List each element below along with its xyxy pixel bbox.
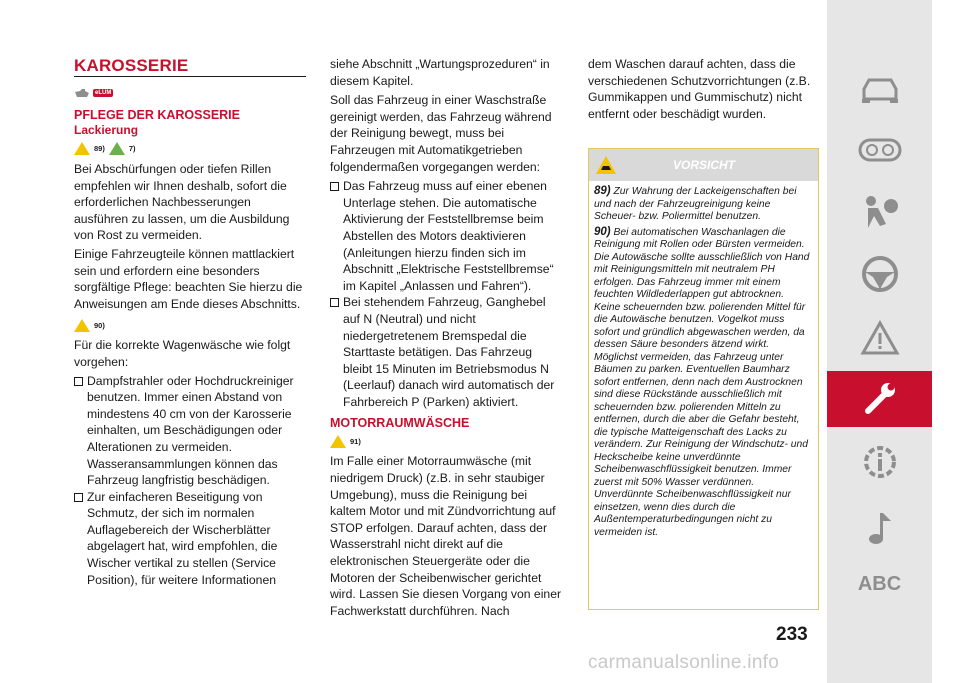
list-item bbox=[330, 178, 564, 294]
abc-index-icon[interactable] bbox=[827, 562, 932, 606]
warning-ref: 89) bbox=[94, 143, 105, 153]
note-number: 90) bbox=[594, 225, 611, 238]
environment-ref: 7) bbox=[128, 143, 136, 153]
elum-row bbox=[74, 84, 306, 102]
oil-can-icon bbox=[74, 87, 90, 99]
warning-ref: 91) bbox=[350, 436, 361, 446]
list-item-text: Bei stehendem Fahrzeug, Ganghebel auf N (Neutral) und nicht niedergetretenem Bremspedal die Starttaste betätigen. Das Fahrzeug bleibt 15 Minuten im Betriebsmodus N (Leerlauf) danach wird automatisch der Fahrbereich P (Parken) aktiviert. bbox=[343, 295, 555, 409]
caution-note-89 bbox=[594, 185, 813, 224]
abc-label: ABC bbox=[857, 572, 902, 595]
paragraph: siehe Abschnitt „Wartungsprozeduren“ in diesem Kapitel. bbox=[330, 57, 550, 88]
column-1 bbox=[74, 84, 306, 588]
column-2 bbox=[330, 56, 564, 619]
list-item-text: Zur einfacheren Beseitigung von Schmutz, der sich im normalen Auflagebereich der Wischerblätter abgelagert hat, wird empfohlen, die Wischer vertikal zu stellen (Service Position), für weitere Informationen bbox=[87, 489, 278, 587]
list-item bbox=[74, 489, 306, 589]
warning-refs-row bbox=[74, 138, 306, 158]
subsubsection-title: Lackierung bbox=[74, 123, 139, 137]
section-divider bbox=[74, 76, 306, 77]
music-note-icon[interactable] bbox=[827, 506, 932, 550]
caution-notes bbox=[589, 181, 818, 539]
list-item bbox=[330, 294, 564, 410]
environment-triangle-icon bbox=[109, 142, 125, 155]
caution-car-triangle-icon bbox=[595, 155, 617, 175]
list-item bbox=[74, 373, 306, 489]
caution-title: VORSICHT bbox=[673, 158, 736, 172]
steering-wheel-icon[interactable] bbox=[827, 252, 932, 296]
bullet-box-icon bbox=[74, 493, 83, 502]
airbag-person-icon[interactable] bbox=[827, 190, 932, 234]
warning-triangle-icon[interactable] bbox=[827, 316, 932, 360]
warning-triangle-icon bbox=[330, 435, 346, 448]
list-item-text: Dampfstrahler oder Hochdruckreiniger benutzen. Immer einen Abstand von mindestens 40 cm von der Karosserie einhalten, um Beschädigungen oder Alterationen zu vermeiden. Wasseransammlungen können das Fahrzeug langfristig beschädigen. bbox=[87, 373, 294, 488]
warning-ref-row bbox=[330, 431, 564, 451]
paragraph: Für die korrekte Wagenwäsche wie folgt vorgehen: bbox=[74, 338, 291, 369]
note-number: 89) bbox=[594, 185, 611, 197]
watermark: carmanualsonline.info bbox=[588, 652, 780, 673]
warning-ref-row bbox=[74, 315, 306, 335]
bullet-box-icon bbox=[330, 182, 339, 191]
page-number: 233 bbox=[776, 624, 808, 645]
paragraph: Im Falle einer Motorraumwäsche (mit niedrigem Druck) (z.B. in sehr staubiger Umgebung), muss die Reinigung bei kaltem Motor und mit Zündvorrichtung auf STOP erfolgen. Darauf achten, dass der Wasserstrahl nicht direkt auf die elektronischen Steuergeräte oder die Motoren der Scheibenwischer gerichtet wird. Lassen Sie diesen Vorgang von einer Fachwerkstatt durchführen. Nach bbox=[330, 454, 562, 618]
list-item-text: Das Fahrzeug muss auf einer ebenen Unterlage stehen. Die automatische Aktivierung der Feststellbremse beim Abstellen des Motors deaktivieren (Anleitungen hierzu finden sich im Abschnitt „Elektrische Feststellbremse“ im Kapitel „Anlassen und Fahren“). bbox=[343, 179, 554, 293]
section-title: KAROSSERIE bbox=[74, 56, 189, 75]
bullet-box-icon bbox=[330, 298, 339, 307]
caution-note-90 bbox=[594, 226, 813, 540]
car-icon[interactable] bbox=[827, 68, 932, 112]
paragraph: Soll das Fahrzeug in einer Waschstraße gereinigt werden, das Fahrzeug während der Reinigung bewegt, muss bei Fahrzeugen mit Automatikgetrieben folgendermaßen vorgegangen werden: bbox=[330, 93, 552, 174]
subsection-title: MOTORRAUMWÄSCHE bbox=[330, 416, 470, 431]
paragraph: dem Waschen darauf achten, dass die verschiedenen Schutzvorrichtungen (z.B. Gummikappen und Gummischutz) nicht entfernt oder beschädigt wurden. bbox=[588, 57, 811, 121]
elum-badge: eLUM bbox=[95, 90, 112, 96]
paragraph: Einige Fahrzeugteile können mattlackiert sein und erfordern eine besonders sorgfältige Pflege: beachten Sie hierzu die Anweisungen am Ende dieses Abschnitts. bbox=[74, 246, 303, 311]
warning-ref: 90) bbox=[94, 320, 105, 330]
caution-header bbox=[589, 149, 818, 181]
column-3 bbox=[588, 56, 820, 122]
info-gear-icon[interactable] bbox=[827, 440, 932, 484]
paragraph: Bei Abschürfungen oder tiefen Rillen empfehlen wir Ihnen deshalb, sofort die erforderlichen Nachbesserungen ausführen zu lassen, um die Ausbildung von Rost zu vermeiden. bbox=[74, 162, 290, 243]
gauges-icon[interactable] bbox=[827, 128, 932, 172]
warning-triangle-icon bbox=[74, 142, 90, 155]
subsection-title: PFLEGE DER KAROSSERIE bbox=[74, 108, 240, 122]
warning-triangle-icon bbox=[74, 319, 90, 332]
wrench-icon[interactable] bbox=[827, 377, 932, 421]
note-text: Zur Wahrung der Lackeigenschaften bei und nach der Fahrzeugreinigung keine Scheuer- bzw. Poliermittel benutzen. bbox=[594, 186, 797, 222]
caution-box bbox=[588, 148, 819, 610]
bullet-box-icon bbox=[74, 377, 83, 386]
note-text: Bei automatischen Waschanlagen die Reinigung mit Rollen oder Bürsten vermeiden. Die Autowäsche sollte ausschließlich von Hand mit Reinigungsmitteln mit neutralem PH erfolgen. Das Fahrzeug immer mit einem feuchten Wildlederlappen gut abtrocknen. Keine scheuernden bzw. polierenden Mittel für die Autowäsche benutzen. Vogelkot muss sofort und gründlich abgewaschen werden, da dessen Säure besonders ätzend wirkt. Möglichst vermeiden, das Fahrzeug unter Bäumen zu parken. Eventuellen Baumharz sofort entfernen, denn nach dem Austrocknen sind diese Rückstände ausschließlich mit scheuernden bzw. polierenden Mitteln zu entfernen, durch die aber die Gefahr besteht, die typische Matteigenschaft des Lacks zu verändern. Zur Reinigung der Windschutz- und Heckscheibe keine unverdünnte Scheibenwaschflüssigkeit benutzen. Immer zuerst mit 50% Wasser verdünnen. Unverdünnte Scheibenwaschflüssigkeit nur einsetzen, wenn dies durch die Außentemperaturbedingungen nicht zu vermeiden ist. bbox=[594, 226, 810, 538]
